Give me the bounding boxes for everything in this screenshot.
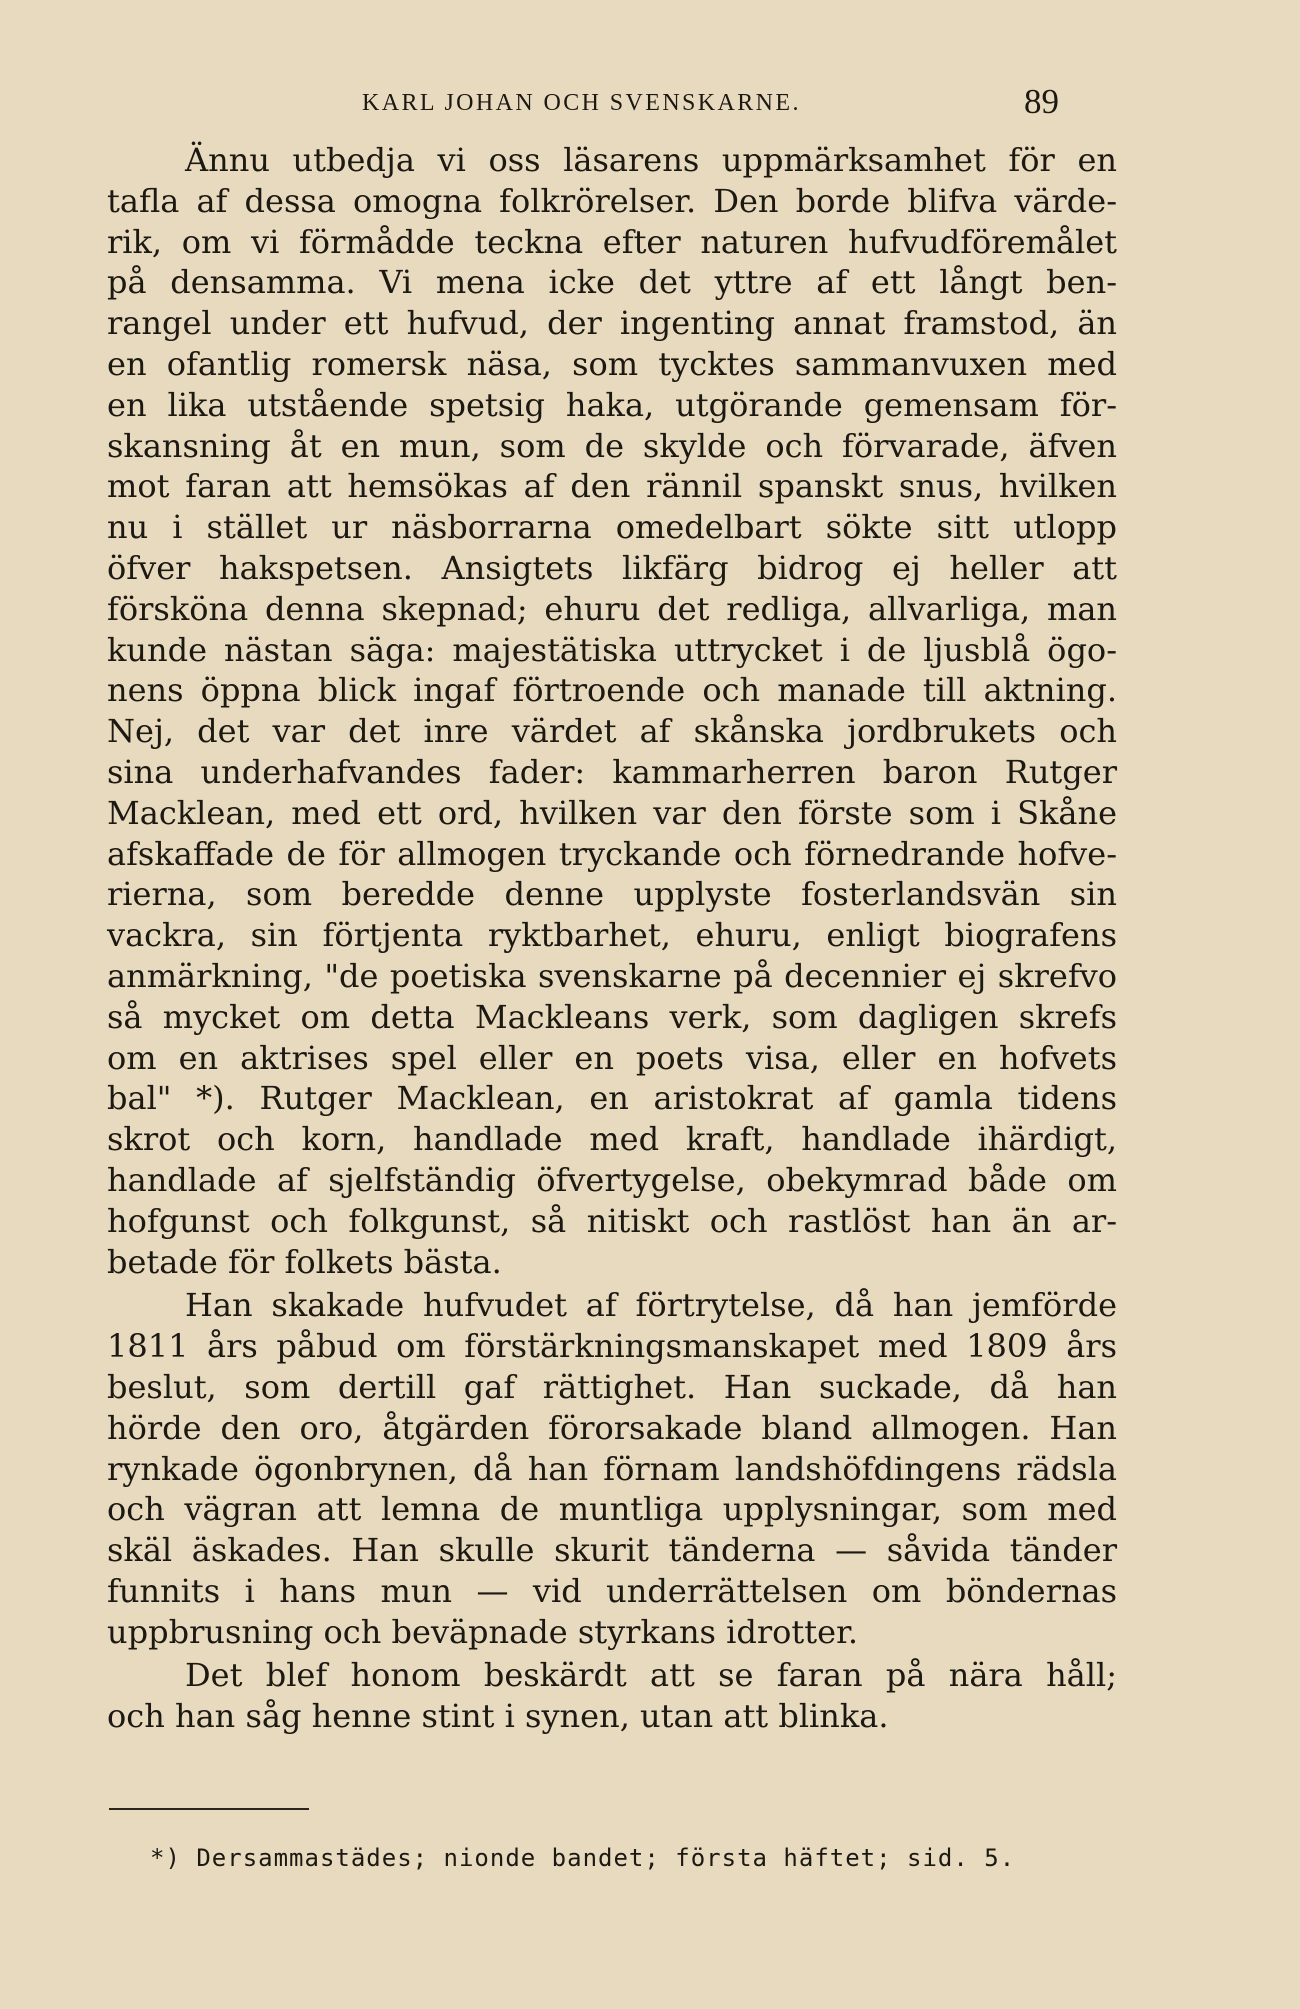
- text-line: och han såg henne stint i synen, utan att blinka.: [107, 1697, 889, 1736]
- text-line: rik, om vi förmådde teckna efter naturen hufvudföremålet: [107, 222, 1117, 261]
- body-text: [107, 140, 1117, 1737]
- text-line: skansning åt en mun, som de skylde och förvarade, äfven: [107, 426, 1117, 465]
- text-line: hofgunst och folkgunst, så nitiskt och rastlöst han än ar-: [107, 1201, 1117, 1240]
- text-line: anmärkning, "de poetiska svenskarne på decennier ej skrefvo: [107, 956, 1117, 995]
- text-line: så mycket om detta Mackleans verk, som dagligen skrefs: [107, 997, 1117, 1036]
- text-line: en ofantlig romersk näsa, som tycktes sammanvuxen med: [107, 344, 1117, 383]
- text-line: på densamma. Vi mena icke det yttre af ett långt ben-: [107, 263, 1117, 302]
- text-line: försköna denna skepnad; ehuru det redliga, allvarliga, man: [107, 589, 1117, 628]
- text-line: öfver hakspetsen. Ansigtets likfärg bidrog ej heller att: [107, 548, 1117, 587]
- text-line: betade för folkets bästa.: [107, 1242, 502, 1281]
- text-line: rynkade ögonbrynen, då han förnam landshöfdingens rädsla: [107, 1449, 1117, 1488]
- text-line: Nej, det var det inre värdet af skånska jordbrukets och: [107, 712, 1117, 751]
- footnote-divider: [109, 1808, 309, 1810]
- page-header: [0, 82, 1300, 128]
- text-line: en lika utstående spetsig haka, utgörande gemensam för-: [107, 385, 1117, 424]
- text-line: skäl äskades. Han skulle skurit tänderna — såvida tänder: [107, 1531, 1117, 1570]
- text-line: 1811 års påbud om förstärkningsmanskapet med 1809 års: [107, 1327, 1117, 1366]
- text-line: afskaffade de för allmogen tryckande och förnedrande hofve-: [107, 834, 1117, 873]
- running-title: KARL JOHAN OCH SVENSKARNE.: [362, 90, 801, 116]
- text-line: rangel under ett hufvud, der ingenting annat framstod, än: [107, 304, 1117, 343]
- text-line: kunde nästan säga: majestätiska uttrycket i de ljusblå ögo-: [107, 630, 1117, 669]
- text-line: sina underhafvandes fader: kammarherren baron Rutger: [107, 752, 1117, 791]
- text-line: beslut, som dertill gaf rättighet. Han suckade, då han: [107, 1367, 1117, 1406]
- text-line: nu i stället ur näsborrarna omedelbart sökte sitt utlopp: [107, 508, 1117, 547]
- text-line: vackra, sin förtjenta ryktbarhet, ehuru, enligt biografens: [107, 916, 1117, 955]
- text-line: hörde den oro, åtgärden förorsakade bland allmogen. Han: [107, 1408, 1117, 1447]
- footnote: *) Dersammastädes; nionde bandet; första häftet; sid. 5.: [150, 1844, 1016, 1872]
- text-line: Han skakade hufvudet af förtrytelse, då han jemförde: [185, 1286, 1117, 1325]
- page-number: 89: [1024, 82, 1059, 121]
- text-line: funnits i hans mun — vid underrättelsen om böndernas: [107, 1571, 1117, 1610]
- text-line: mot faran att hemsökas af den rännil spanskt snus, hvilken: [107, 467, 1117, 506]
- text-line: tafla af dessa omogna folkrörelser. Den borde blifva värde-: [107, 181, 1117, 220]
- text-line: rierna, som beredde denne upplyste fosterlandsvän sin: [107, 875, 1117, 914]
- text-line: nens öppna blick ingaf förtroende och manade till aktning.: [107, 671, 1117, 710]
- text-line: Ännu utbedja vi oss läsarens uppmärksamhet för en: [185, 141, 1117, 179]
- text-line: och vägran att lemna de muntliga upplysningar, som med: [107, 1490, 1117, 1529]
- text-line: Macklean, med ett ord, hvilken var den förste som i Skåne: [107, 793, 1117, 832]
- text-line: handlade af sjelfständig öfvertygelse, obekymrad både om: [107, 1160, 1117, 1199]
- text-line: Det blef honom beskärdt att se faran på nära håll;: [185, 1656, 1117, 1695]
- text-line: uppbrusning och beväpnade styrkans idrotter.: [107, 1612, 859, 1651]
- text-line: skrot och korn, handlade med kraft, handlade ihärdigt,: [107, 1120, 1117, 1159]
- text-line: bal" *). Rutger Macklean, en aristokrat af gamla tidens: [107, 1079, 1117, 1118]
- text-line: om en aktrises spel eller en poets visa, eller en hofvets: [107, 1038, 1117, 1077]
